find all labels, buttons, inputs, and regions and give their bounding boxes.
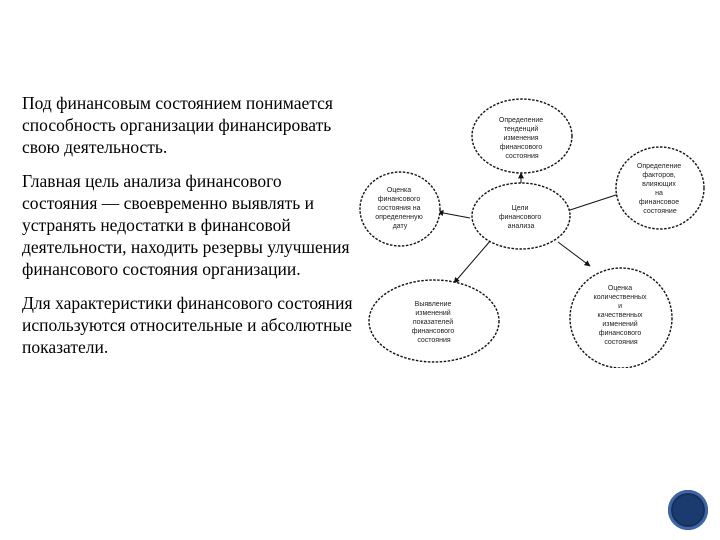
arrow-bottom-right xyxy=(558,242,590,266)
slide-nav-button[interactable] xyxy=(668,490,708,530)
node-bottom-left-text: Выявление изменений показателей финансового состояния xyxy=(411,301,455,344)
node-top-text: Определение тенденций изменения финансового состояния xyxy=(498,117,544,160)
arrow-right xyxy=(570,193,622,210)
node-right-text: Определение факторов, влияющих на финансовое состояние xyxy=(636,163,682,215)
arrow-left xyxy=(438,212,470,218)
node-bottom-right-text: Оценка количественных и качественных изменений финансового состояния xyxy=(593,285,647,346)
node-right-ellipse xyxy=(616,147,704,229)
arrow-bottom-left xyxy=(454,240,491,283)
paragraph-indicators: Для характеристики финансового состояния используются относительные и абсолютные показатели. xyxy=(22,293,353,357)
center-text: Цели финансового анализа xyxy=(498,205,542,230)
diagram-svg xyxy=(356,96,706,368)
node-left-text: Оценка финансового состояния на определенную дату xyxy=(375,187,423,230)
goals-diagram xyxy=(356,96,706,368)
paragraph-goal: Главная цель анализа финансового состояния — своевременно выявлять и устранять недостатки в финансовой деятельности, находить резервы улучшения финансового состояния организации. xyxy=(22,171,350,279)
paragraph-definition: Под финансовым состоянием понимается способность организации финансировать свою деятельность. xyxy=(22,93,333,157)
text-column xyxy=(22,92,357,370)
